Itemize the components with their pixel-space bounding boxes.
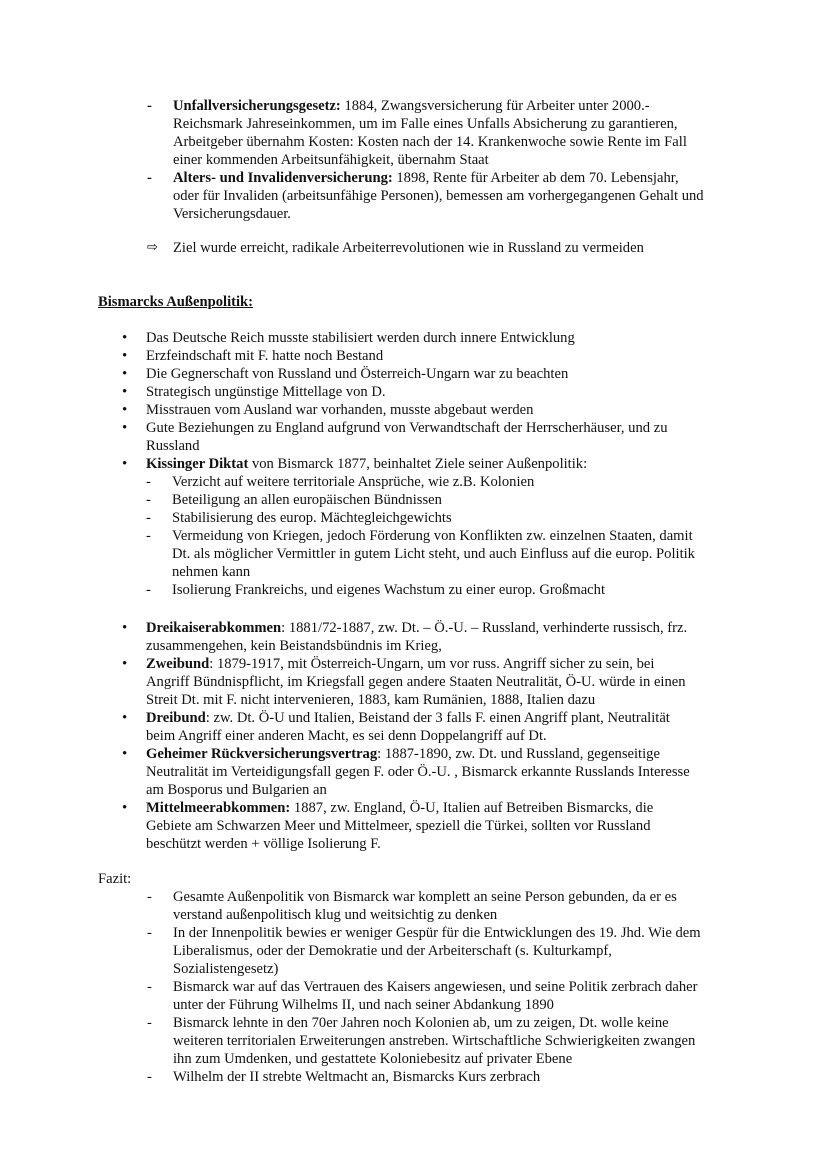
item-title: Unfallversicherungsgesetz: <box>173 98 341 114</box>
item-text: beschützt werden + völlige Isolierung F. <box>146 836 381 852</box>
list-item <box>147 978 747 1014</box>
item-text: Bismarck lehnte in den 70er Jahren noch Kolonien ab, um zu zeigen, Dt. wolle keine <box>173 1015 669 1031</box>
bullet-icon: • <box>122 348 128 364</box>
list-item <box>120 799 740 853</box>
item-text: nehmen kann <box>172 564 251 580</box>
item-text: am Bosporus und Bulgarien an <box>146 782 327 798</box>
conclusion <box>147 239 773 257</box>
item-title: Mittelmeerabkommen: <box>146 800 291 816</box>
item-title: Kissinger Diktat <box>146 456 249 472</box>
item-text: ihn zum Umdenken, und gestattete Koloniebesitz auf privater Ebene <box>173 1051 573 1067</box>
fazit-label: Fazit: <box>98 871 132 887</box>
item-text: Erzfeindschaft mit F. hatte noch Bestand <box>146 348 384 364</box>
item-text: Sozialistengesetz) <box>173 961 279 977</box>
sub-item <box>146 473 740 491</box>
section-heading: Bismarcks Außenpolitik: <box>98 294 254 310</box>
item-text: Gute Beziehungen zu England aufgrund von Verwandtschaft der Herrscherhäuser, und zu <box>146 420 668 436</box>
fazit-list <box>147 888 747 1086</box>
list-item <box>120 365 740 383</box>
list-item <box>120 709 740 745</box>
item-text: weiteren territorialen Erweiterungen anstreben. Wirtschaftliche Schwierigkeiten zwangen <box>173 1033 696 1049</box>
dash-marker: - <box>147 170 152 186</box>
bullet-icon: • <box>122 366 128 382</box>
item-text: Die Gegnerschaft von Russland und Österreich-Ungarn war zu beachten <box>146 366 569 382</box>
item-title: Dreikaiserabkommen <box>146 620 282 636</box>
item-text: Arbeitgeber übernahm Kosten: Kosten nach der 14. Krankenwoche sowie Rente im Fall <box>173 134 687 150</box>
list-item <box>120 655 740 709</box>
item-text: Versicherungsdauer. <box>173 206 291 222</box>
bullet-icon: • <box>122 620 128 636</box>
dash-marker: - <box>146 510 151 526</box>
item-title: Zweibund <box>146 656 210 672</box>
item-text: Das Deutsche Reich musste stabilisiert werden durch innere Entwicklung <box>146 330 575 346</box>
dash-marker: - <box>147 925 152 941</box>
item-text: Verzicht auf weitere territoriale Ansprüche, wie z.B. Kolonien <box>172 474 535 490</box>
dash-marker: - <box>147 889 152 905</box>
list-item <box>120 401 740 419</box>
sub-item <box>146 491 740 509</box>
bullet-icon: • <box>122 402 128 418</box>
item-text: In der Innenpolitik bewies er weniger Gespür für die Entwicklungen des 19. Jhd. Wie dem <box>173 925 701 941</box>
item-text: Strategisch ungünstige Mittellage von D. <box>146 384 386 400</box>
sub-item <box>146 509 740 527</box>
kissinger-sublist <box>146 473 740 599</box>
sub-item <box>146 581 740 599</box>
item-text: Angriff Bündnispflicht, im Kriegsfall gegen andere Staaten Neutralität, Ö-U. würde in einen <box>146 674 686 690</box>
item-title: Alters- und Invalidenversicherung: <box>173 170 393 186</box>
item-text: 1898, Rente für Arbeiter ab dem 70. Lebensjahr, <box>392 170 679 186</box>
item-text: Neutralität im Verteidigungsfall gegen F. oder Ö.-U. , Bismarck erkannte Russlands Interesse <box>146 764 690 780</box>
item-text: Beteiligung an allen europäischen Bündnissen <box>172 492 442 508</box>
item-text: Gebiete am Schwarzen Meer und Mittelmeer, speziell die Türkei, sollten vor Russland <box>146 818 651 834</box>
dash-marker: - <box>147 979 152 995</box>
sub-item <box>146 527 740 581</box>
item-text: Stabilisierung des europ. Mächtegleichgewichts <box>172 510 452 526</box>
item-text: Streit Dt. mit F. nicht intervenieren, 1883, kam Rumänien, 1888, Italien dazu <box>146 692 596 708</box>
list-item <box>120 419 740 455</box>
item-text: : 1879-1917, mit Österreich-Ungarn, um vor russ. Angriff sicher zu sein, bei <box>209 656 655 672</box>
item-title: Dreibund <box>146 710 206 726</box>
list-item <box>120 383 740 401</box>
treaty-list <box>120 619 740 853</box>
list-item <box>147 169 747 223</box>
item-text: einer kommenden Arbeitsunfähigkeit, übernahm Staat <box>173 152 489 168</box>
bullet-icon: • <box>122 330 128 346</box>
list-item <box>120 619 740 655</box>
item-text: unter der Führung Wilhelms II, und nach seiner Abdankung 1890 <box>173 997 554 1013</box>
item-text: Misstrauen vom Ausland war vorhanden, musste abgebaut werden <box>146 402 534 418</box>
bullet-icon: • <box>122 656 128 672</box>
list-item <box>120 347 740 365</box>
list-item <box>147 1068 747 1086</box>
dash-marker: - <box>146 528 151 544</box>
item-text: Russland <box>146 438 200 454</box>
list-item <box>147 1014 747 1068</box>
arrow-right-icon: ⇨ <box>147 240 158 255</box>
item-text: Reichsmark Jahreseinkommen, um im Falle eines Unfalls Absicherung zu garantieren, <box>173 116 678 132</box>
list-item-kissinger <box>120 455 740 599</box>
dash-marker: - <box>146 474 151 490</box>
item-text: Liberalismus, oder der Demokratie und der Arbeiterschaft (s. Kulturkampf, <box>173 943 612 959</box>
item-text: von Bismarck 1877, beinhaltet Ziele seiner Außenpolitik: <box>248 456 588 472</box>
item-text: Vermeidung von Kriegen, jedoch Förderung von Konflikten zw. einzelnen Staaten, damit <box>172 528 693 544</box>
bullet-icon: • <box>122 420 128 436</box>
item-text: 1884, Zwangsversicherung für Arbeiter unter 2000.- <box>340 98 650 114</box>
item-text: Gesamte Außenpolitik von Bismarck war komplett an seine Person gebunden, da er es <box>173 889 677 905</box>
item-text: Bismarck war auf das Vertrauen des Kaisers angewiesen, und seine Politik zerbrach daher <box>173 979 698 995</box>
item-text: beim Angriff einer anderen Macht, es sei denn Doppelangriff auf Dt. <box>146 728 547 744</box>
dash-marker: - <box>146 582 151 598</box>
item-text: : zw. Dt. Ö-U und Italien, Beistand der 3 falls F. einen Angriff plant, Neutralität <box>205 710 670 726</box>
bullet-icon: • <box>122 456 128 472</box>
list-item <box>120 745 740 799</box>
insurance-list <box>147 97 747 223</box>
item-text: : 1881/72-1887, zw. Dt. – Ö.-U. – Russland, verhinderte russisch, frz. <box>281 620 688 636</box>
dash-marker: - <box>146 492 151 508</box>
item-text: Wilhelm der II strebte Weltmacht an, Bismarcks Kurs zerbrach <box>173 1069 541 1085</box>
item-text: zusammengehen, kein Beistandsbündnis im Krieg, <box>146 638 442 654</box>
dash-marker: - <box>147 1069 152 1085</box>
item-text: Isolierung Frankreichs, und eigenes Wachstum zu einer europ. Großmacht <box>172 582 605 598</box>
item-title: Geheimer Rückversicherungsvertrag <box>146 746 378 762</box>
list-item <box>120 329 740 347</box>
item-text: verstand außenpolitisch klug und weitsichtig zu denken <box>173 907 498 923</box>
bullet-icon: • <box>122 746 128 762</box>
bullet-icon: • <box>122 710 128 726</box>
item-text: oder für Invaliden (arbeitsunfähige Personen), bemessen am vorhergegangenen Gehalt und <box>173 188 704 204</box>
item-text: 1887, zw. England, Ö-U, Italien auf Betreiben Bismarcks, die <box>290 800 654 816</box>
item-text: Dt. als möglicher Vermittler in gutem Licht steht, und auch Einfluss auf die europ. Politik <box>172 546 695 562</box>
list-item <box>147 924 747 978</box>
bullet-icon: • <box>122 800 128 816</box>
bullet-icon: • <box>122 384 128 400</box>
conclusion-text: Ziel wurde erreicht, radikale Arbeiterrevolutionen wie in Russland zu vermeiden <box>173 240 644 256</box>
list-item <box>147 888 747 924</box>
dash-marker: - <box>147 98 152 114</box>
item-text: : 1887-1890, zw. Dt. und Russland, gegenseitige <box>377 746 660 762</box>
dash-marker: - <box>147 1015 152 1031</box>
bullet-list <box>120 329 740 599</box>
list-item <box>147 97 747 169</box>
